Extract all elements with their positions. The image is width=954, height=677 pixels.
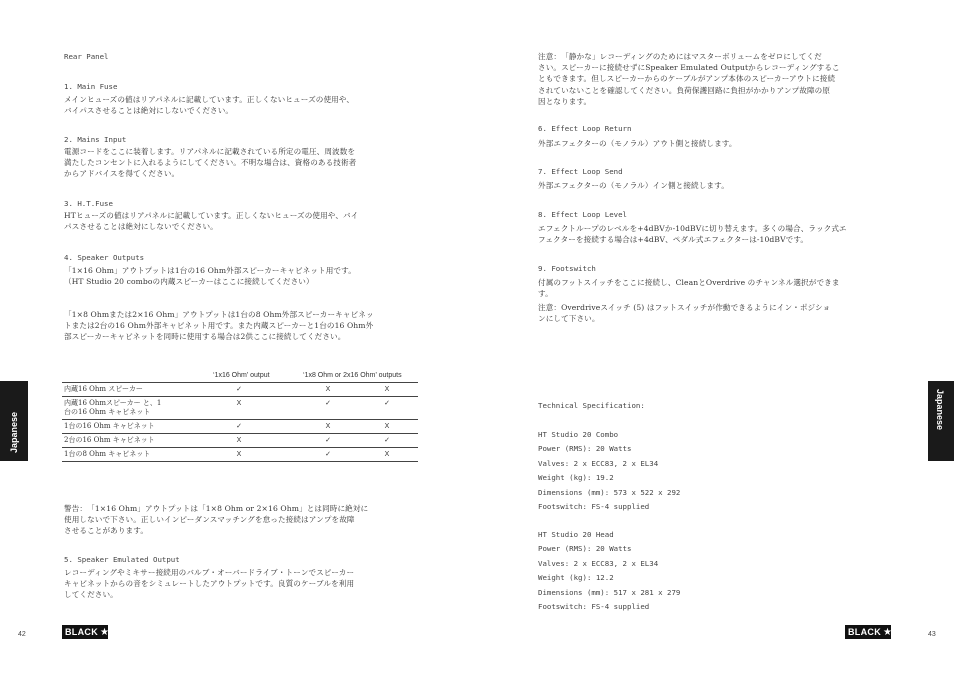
table-header-1x16: ‘1x16 Ohm’ output — [213, 372, 270, 379]
cell-1x16: X — [178, 434, 300, 448]
page-number-left: 42 — [18, 631, 26, 638]
logo-text: BLACK — [65, 627, 98, 637]
table-row — [62, 397, 418, 420]
logo-text: BLACK — [848, 627, 881, 637]
side-tab-label: Japanese — [9, 411, 19, 453]
warning-text: 警告： 「1×16 Ohm」アウトプットは「1×8 Ohm or 2×16 Ohm」とは同時に絶対に 使用しないで下さい。正しいインピーダンスマッチングを怠った接続はアンプを故障 させることがあります。 — [64, 504, 369, 536]
star-icon: ★ — [100, 626, 110, 638]
item-4-heading: 4. Speaker Outputs — [64, 253, 145, 262]
cell-2x16: X — [356, 420, 418, 434]
cell-1x8: ✓ — [300, 397, 356, 420]
spec-title: Technical Specification: — [538, 401, 645, 410]
row-label: 内蔵16 Ohmスピーカー と、1 台の16 Ohm キャビネット — [62, 397, 178, 420]
item-1-heading: 1. Main Fuse — [64, 82, 118, 91]
black-star-logo — [845, 625, 891, 639]
item-3-text: HTヒューズの値はリアパネルに記載しています。正しくないヒューズの使用や、バイ パスさせることは絶対にしないでください。 — [64, 211, 359, 232]
item-1-text: メインヒューズの値はリアパネルに記載しています。正しくないヒューズの使用や、 バイパスさせることは絶対にしないでください。 — [64, 95, 355, 116]
head-dimensions: Dimensions (mm): 517 x 281 x 279 — [538, 587, 681, 597]
cell-1x8: ✓ — [300, 434, 356, 448]
item-5-text: レコーディングやミキサー接続用のバルブ・オーバードライブ・トーンでスピーカー キャビネットからの音をシミュレートしたアウトプットです。良質のケーブルを利用 してください。 — [64, 568, 355, 600]
cell-1x16: X — [178, 448, 300, 462]
combo-footswitch: Footswitch: FS-4 supplied — [538, 502, 650, 512]
item-9-heading: 9. Footswitch — [538, 264, 596, 273]
table-header-1x8-2x16: ‘1x8 Ohm or 2x16 Ohm’ outputs — [303, 372, 402, 379]
row-label: 1台の8 Ohm キャビネット — [62, 448, 178, 462]
item-8-text: エフェクトループのレベルを+4dBVか-10dBVに切り替えます。多くの場合、ラック式エ フェクターを接続する場合は+4dBV、ペダル式エフェクターは-10dBVです。 — [538, 224, 847, 245]
table-row — [62, 448, 418, 462]
note-text: 注意： 「静かな」レコーディングのためにはマスターボリュームをゼロにしてくだ さい。スピーカーに接続せずにSpeaker Emulated Outputからレコーディングするこ ともできます。但しスピーカーからのケーブルがアンプ本体のスピーカーアウトに接続 されていないことを確認してください。負荷保護回路に負担がかかりアンプ故障の原 因となります。 — [538, 52, 840, 106]
cell-1x16: ✓ — [178, 383, 300, 397]
item-9-text: 付属のフットスイッチをここに接続し、CleanとOverdrive のチャンネル選択ができま す。 — [538, 278, 840, 299]
head-name: HT Studio 20 Head — [538, 530, 614, 539]
combo-valves: Valves: 2 x ECC83, 2 x EL34 — [538, 458, 659, 468]
item-2-heading: 2. Mains Input — [64, 135, 127, 144]
item-7-heading: 7. Effect Loop Send — [538, 167, 623, 176]
cell-1x8: X — [300, 420, 356, 434]
row-label: 1台の16 Ohm キャビネット — [62, 420, 178, 434]
cell-1x16: ✓ — [178, 420, 300, 434]
star-icon: ★ — [883, 626, 893, 638]
item-3-heading: 3. H.T.Fuse — [64, 199, 113, 208]
item-4-text: 「1×16 Ohm」アウトプットは1台の16 Ohm外部スピーカーキャビネット用です。 （HT Studio 20 comboの内蔵スピーカーはここに接続してください） — [64, 266, 356, 287]
cell-2x16: ✓ — [356, 434, 418, 448]
cell-2x16: ✓ — [356, 397, 418, 420]
head-spec-block — [538, 528, 680, 614]
table-row — [62, 383, 418, 397]
head-valves: Valves: 2 x ECC83, 2 x EL34 — [538, 558, 659, 568]
combo-weight: Weight (kg): 19.2 — [538, 473, 614, 483]
row-label: 内蔵16 Ohm スピーカー — [62, 383, 178, 397]
head-footswitch: Footswitch: FS-4 supplied — [538, 602, 650, 612]
item-4-text-2: 「1×8 Ohmまたは2×16 Ohm」アウトプットは1台の8 Ohm外部スピーカーキャビネッ トまたは2台の16 Ohm外部キャビネット用です。また内蔵スピーカーと1台の16 Ohm外 部スピーカーキャビネットを同時に使用する場合は2供ここに接続してください。 — [64, 310, 374, 342]
cell-2x16: X — [356, 383, 418, 397]
cell-1x16: X — [178, 397, 300, 420]
table-row — [62, 434, 418, 448]
row-label: 2台の16 Ohm キャビネット — [62, 434, 178, 448]
item-8-heading: 8. Effect Loop Level — [538, 210, 627, 219]
head-weight: Weight (kg): 12.2 — [538, 573, 614, 583]
combo-dimensions: Dimensions (mm): 573 x 522 x 292 — [538, 487, 681, 497]
language-side-tab — [928, 381, 954, 461]
combo-name: HT Studio 20 Combo — [538, 430, 619, 439]
item-2-text: 電源コードをここに装着します。リアパネルに記載されている所定の電圧、周波数を 満たしたコンセントに入れるようにしてください。不明な場合は、資格のある技術者 からアドバイスを得てください。 — [64, 147, 357, 179]
cell-1x8: ✓ — [300, 448, 356, 462]
combo-power: Power (RMS): 20 Watts — [538, 444, 632, 454]
item-7-text: 外部エフェクターの（モノラル）イン側と接続します。 — [538, 181, 729, 190]
cell-2x16: X — [356, 448, 418, 462]
speaker-output-table — [62, 382, 418, 462]
item-6-text: 外部エフェクターの（モノラル）アウト側と接続します。 — [538, 139, 737, 148]
item-5-heading: 5. Speaker Emulated Output — [64, 555, 180, 564]
item-9-text-2: 注意：Overdriveスイッチ (5) はフットスイッチが作動できるようにイン・ポジショ ンにして下さい。 — [538, 303, 831, 324]
item-6-heading: 6. Effect Loop Return — [538, 124, 632, 133]
language-side-tab — [0, 381, 28, 461]
head-power: Power (RMS): 20 Watts — [538, 544, 632, 554]
cell-1x8: X — [300, 383, 356, 397]
black-star-logo — [62, 625, 108, 639]
side-tab-label: Japanese — [935, 389, 945, 431]
page-number-right: 43 — [928, 631, 936, 638]
rear-panel-title: Rear Panel — [64, 52, 109, 61]
combo-spec-block — [538, 428, 680, 514]
table-row — [62, 420, 418, 434]
